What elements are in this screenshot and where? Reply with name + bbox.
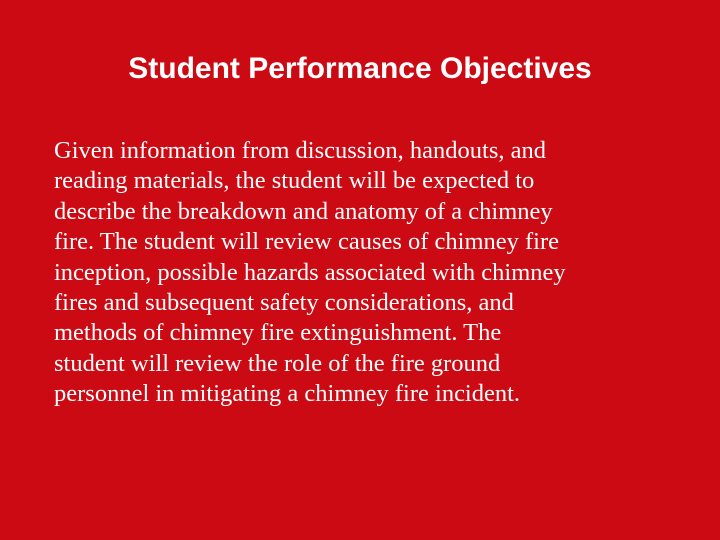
body-line: fires and subsequent safety considerations, and (54, 289, 514, 317)
body-line: personnel in mitigating a chimney fire incident. (54, 380, 521, 408)
body-line: describe the breakdown and anatomy of a chimney (54, 197, 553, 225)
body-line: fire. The student will review causes of chimney fire (54, 228, 560, 256)
body-line: student will review the role of the fire ground (54, 349, 501, 377)
body-line: reading materials, the student will be expected to (54, 167, 535, 195)
body-line: inception, possible hazards associated with chimney (54, 258, 566, 286)
slide-title: Student Performance Objectives (128, 52, 592, 85)
slide-body (54, 136, 674, 410)
body-line: Given information from discussion, handouts, and (54, 137, 546, 164)
body-line: methods of chimney fire extinguishment. The (54, 319, 502, 347)
